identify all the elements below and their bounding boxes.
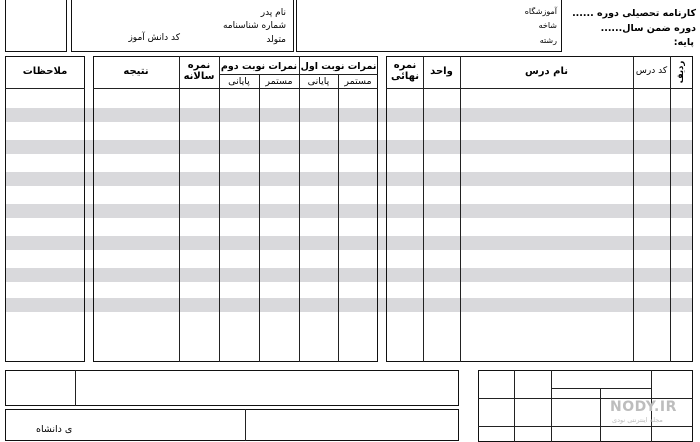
course-block-box (386, 56, 693, 362)
first-term-header: نمرات نوبت اول (300, 61, 377, 72)
school-label: آموزشگاه (524, 7, 557, 16)
result-header: نتیجه (123, 66, 149, 77)
unit-header: واحد (430, 66, 453, 77)
summary-box (5, 370, 459, 406)
student-signature-label: ی دانشاه (36, 424, 73, 435)
father-name-label: نام پدر (260, 8, 286, 18)
watermark-tagline: مجله اینترنتی نودی (612, 416, 663, 424)
second-term-final-header: پایانی (228, 76, 250, 87)
branch-label: شاخه (538, 21, 557, 30)
first-term-final-header: پایانی (307, 76, 330, 87)
student-code-label: کد دانش آموز (128, 33, 180, 43)
field-label: رشته (539, 36, 557, 45)
row-number-header: ردیف (676, 60, 686, 84)
top-left-box (5, 0, 67, 52)
watermark-logo: NODY.IR (610, 399, 677, 415)
second-term-header: نمرات نوبت دوم (220, 61, 298, 72)
remarks-header: ملاحظات (22, 66, 68, 77)
first-term-continuous-header: مستمر (344, 76, 372, 87)
grade-label: پایه: (673, 37, 694, 48)
period-title: دوره ضمن سال...... (600, 23, 696, 34)
signature-box (5, 409, 459, 441)
course-code-header: کد درس (635, 66, 668, 76)
id-number-label: شماره شناسنامه (222, 21, 286, 31)
final-grade-header: نمره نهائی (391, 60, 419, 82)
annual-grade-header: نمره سالانه (183, 60, 215, 82)
born-label: متولد (266, 35, 286, 45)
report-card-title: کارنامه تحصیلی دوره ...... (572, 8, 696, 19)
course-name-header: نام درس (524, 66, 568, 77)
grades-block-box (93, 56, 378, 362)
second-term-continuous-header: مستمر (265, 76, 293, 87)
remarks-column-box (5, 56, 85, 362)
school-info-box (296, 0, 562, 52)
